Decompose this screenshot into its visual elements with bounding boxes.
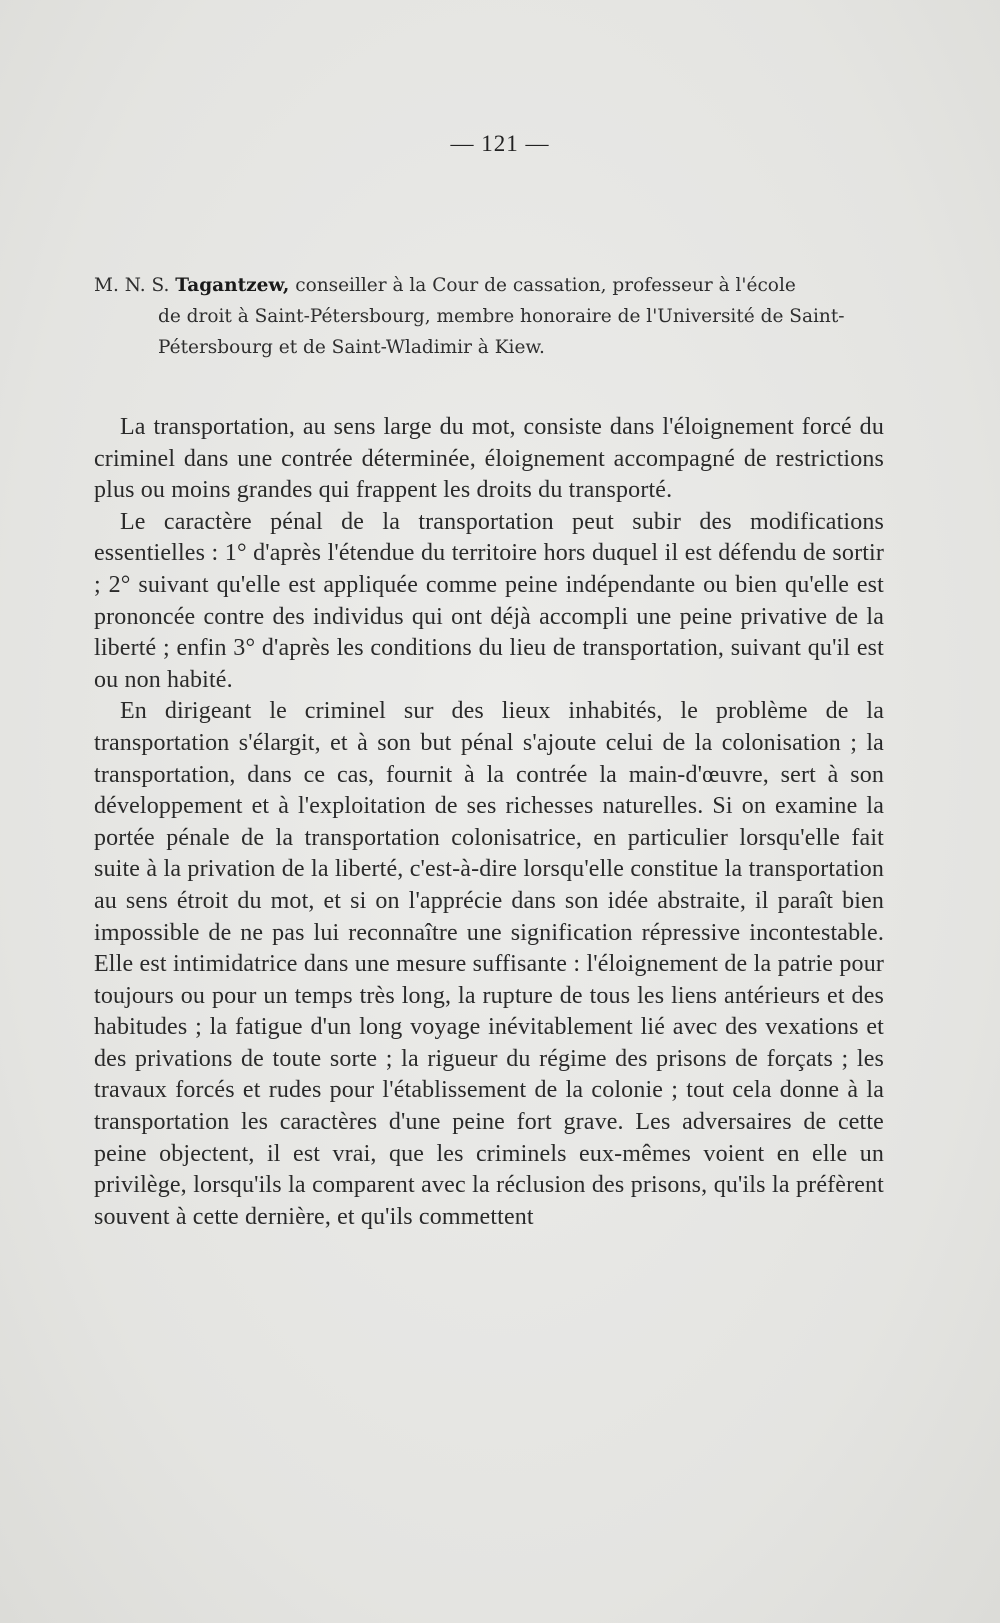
author-header-line-2: de droit à Saint-Pétersbourg, membre honoraire de l'Université de Saint- <box>158 306 845 327</box>
author-prefix: M. N. S. <box>94 275 170 296</box>
body-text <box>94 412 884 1233</box>
paragraph: Le caractère pénal de la transportation peut subir des modifications essentielles : 1° d'après l'étendue du territoire hors duquel il est défendu de sortir ; 2° suivant qu'elle est appliquée comme peine indépendante ou bien qu'elle est prononcée contre des individus qui ont déjà accompli une peine privative de la liberté ; enfin 3° d'après les conditions du lieu de transportation, suivant qu'il est ou non habité. <box>94 508 884 693</box>
author-header-line-3: Pétersbourg et de Saint-Wladimir à Kiew. <box>158 337 545 358</box>
paragraph: La transportation, au sens large du mot, consiste dans l'éloignement forcé du criminel dans une contrée déterminée, éloignement accompagné de restrictions plus ou moins grandes qui frappent les droits du transporté. <box>94 414 884 504</box>
author-header-line-1 <box>94 270 884 301</box>
author-credentials: conseiller à la Cour de cassation, professeur à l'école <box>295 275 796 296</box>
author-name: Tagantzew, <box>175 275 290 296</box>
paragraph: En dirigeant le criminel sur des lieux inhabités, le problème de la transportation s'élargit, et à son but pénal s'ajoute celui de la colonisation ; la transportation, dans ce cas, fournit à la contrée la main-d'œuvre, sert à son développement et à l'exploitation de ses richesses naturelles. Si on examine la portée pénale de la transportation colonisatrice, en particulier lorsqu'elle fait suite à la privation de la liberté, c'est-à-dire lorsqu'elle constitue la transportation au sens étroit du mot, et si on l'apprécie dans son idée abstraite, il paraît bien impossible de ne pas lui reconnaître une signification répressive incontestable. Elle est intimidatrice dans une mesure suffisante : l'éloignement de la patrie pour toujours ou pour un temps très long, la rupture de tous les liens antérieurs et des habitudes ; la fatigue d'un long voyage inévitablement lié avec des vexations et des privations de toute sorte ; la rigueur du régime des prisons de forçats ; les travaux forcés et rudes pour l'établissement de la colonie ; tout cela donne à la transportation les caractères d'une peine fort grave. Les adversaires de cette peine objectent, il est vrai, que les criminels eux-mêmes voient en elle un privilège, lorsqu'ils la comparent avec la réclusion des prisons, qu'ils la préfèrent souvent à cette dernière, et qu'ils commettent <box>94 698 884 1230</box>
author-header <box>94 270 884 363</box>
page-number: — 121 — <box>450 131 550 156</box>
